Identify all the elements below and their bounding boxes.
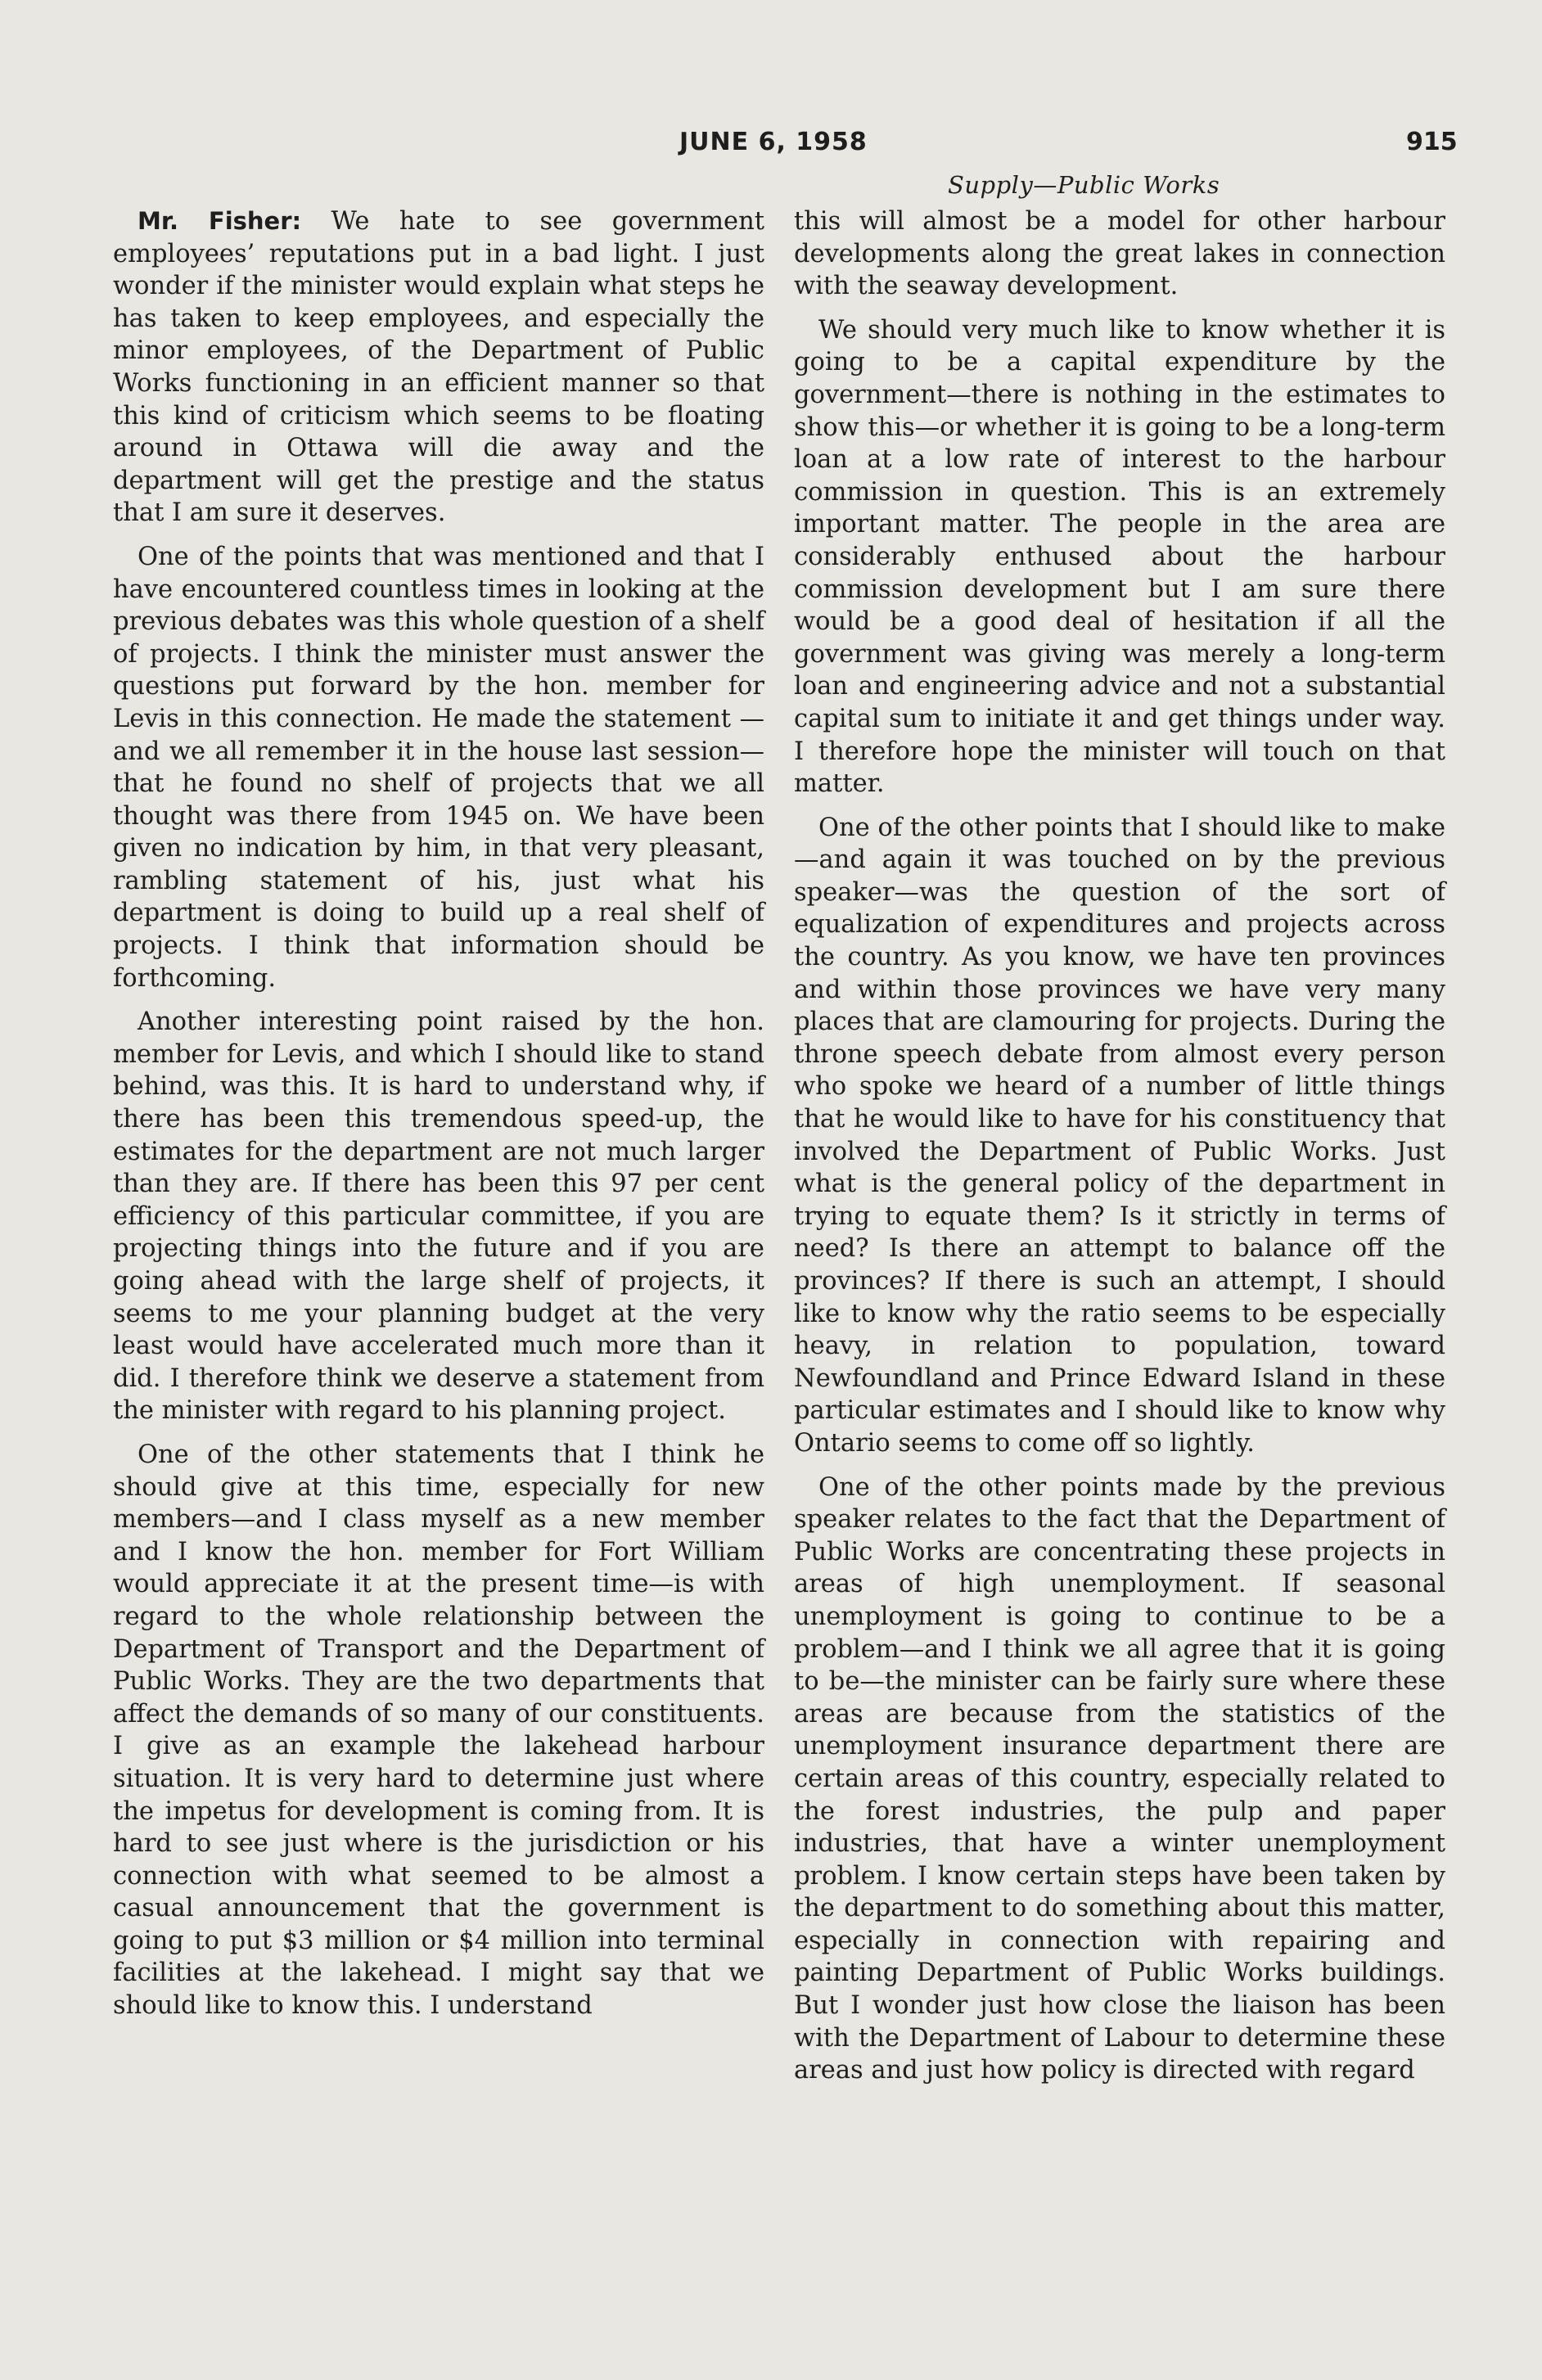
paragraph-continued: this will almost be a model for other harbour developments along the great lakes in connection with the seaway development. — [794, 207, 1445, 301]
page-date-header: JUNE 6, 1958 — [679, 128, 868, 156]
paragraph — [113, 205, 764, 530]
page-number: 915 — [1406, 128, 1458, 156]
right-column — [794, 205, 1445, 2098]
paragraph: We should very much like to know whether it is going to be a capital expenditure by the government—there is nothing in the estimates to show this—or whether it is going to be a long-term loan at a low rate of interest to the harbour commission in question. This is an extremely important matter. The people in the area are considerably enthused about the harbour commission development but I am sure there would be a good deal of hesitation if all the government was giving was merely a long-term loan and engineering advice and not a substantial capital sum to initiate it and get things under way. I therefore hope the minister will touch on that matter. — [794, 315, 1445, 799]
paragraph-text: We hate to see government employees’ reputations put in a bad light. I just wonder if the minister would explain what steps he has taken to keep employees, and especially the minor employees, of the Department of Public Works functioning in an efficient manner so that this kind of criticism which seems to be floating around in Ottawa will die away and the department will get the prestige and the status that I am sure it deserves. — [113, 207, 764, 528]
speaker-name: Mr. Fisher: — [138, 207, 302, 235]
paragraph: One of the points that was mentioned and that I have encountered countless times in looking at the previous debates was this whole question of a shelf of projects. I think the minister must answer the questions put forward by the hon. member for Levis in this connection. He made the statement —and we all remember it in the house last session— that he found no shelf of projects that we all thought was there from 1945 on. We have been given no indication by him, in that very pleasant, rambling statement of his, just what his department is doing to build up a real shelf of projects. I think that information should be forthcoming. — [113, 542, 764, 993]
paragraph: Another interesting point raised by the hon. member for Levis, and which I should like to stand behind, was this. It is hard to understand why, if there has been this tremendous speed-up, the estimates for the department are not much larger than they are. If there has been this 97 per cent efficiency of this particular committee, if you are projecting things into the future and if you are going ahead with the large shelf of projects, it seems to me your planning budget at the very least would have accelerated much more than it did. I therefore think we deserve a statement from the minister with regard to his planning project. — [113, 1007, 764, 1426]
paragraph: One of the other points that I should like to make—and again it was touched on by the previous speaker—was the question of the sort of equalization of expenditures and projects across the country. As you know, we have ten provinces and within those provinces we have very many places that are clamouring for projects. During the throne speech debate from almost every person who spoke we heard of a number of little things that he would like to have for his constituency that involved the Department of Public Works. Just what is the general policy of the department in trying to equate them? Is it strictly in terms of need? Is there an attempt to balance off the provinces? If there is such an attempt, I should like to know why the ratio seems to be especially heavy, in relation to population, toward Newfoundland and Prince Edward Island in these particular estimates and I should like to know why Ontario seems to come off so lightly. — [794, 813, 1445, 1458]
paragraph: One of the other statements that I think he should give at this time, especially for new members—and I class myself as a new member and I know the hon. member for Fort William would appreciate it at the present time—is with regard to the whole relationship between the Department of Transport and the Department of Public Works. They are the two departments that affect the demands of so many of our constituents. I give as an example the lakehead harbour situation. It is very hard to determine just where the impetus for development is coming from. It is hard to see just where is the jurisdiction or his connection with what seemed to be almost a casual announcement that the government is going to put $3 million or $4 million into terminal facilities at the lakehead. I might say that we should like to know this. I understand — [113, 1440, 764, 2021]
running-head: Supply—Public Works — [948, 171, 1220, 199]
paragraph: One of the other points made by the previous speaker relates to the fact that the Department of Public Works are concentrating these projects in areas of high unemployment. If seasonal unemployment is going to continue to be a problem—and I think we all agree that it is going to be—the minister can be fairly sure where these areas are because from the statistics of the unemployment insurance department there are certain areas of this country, especially related to the forest industries, the pulp and paper industries, that have a winter unemployment problem. I know certain steps have been taken by the department to do something about this matter, especially in connection with repairing and painting Department of Public Works buildings. But I wonder just how close the liaison has been with the Department of Labour to determine these areas and just how policy is directed with regard — [794, 1472, 1445, 2085]
left-column — [113, 205, 764, 2034]
